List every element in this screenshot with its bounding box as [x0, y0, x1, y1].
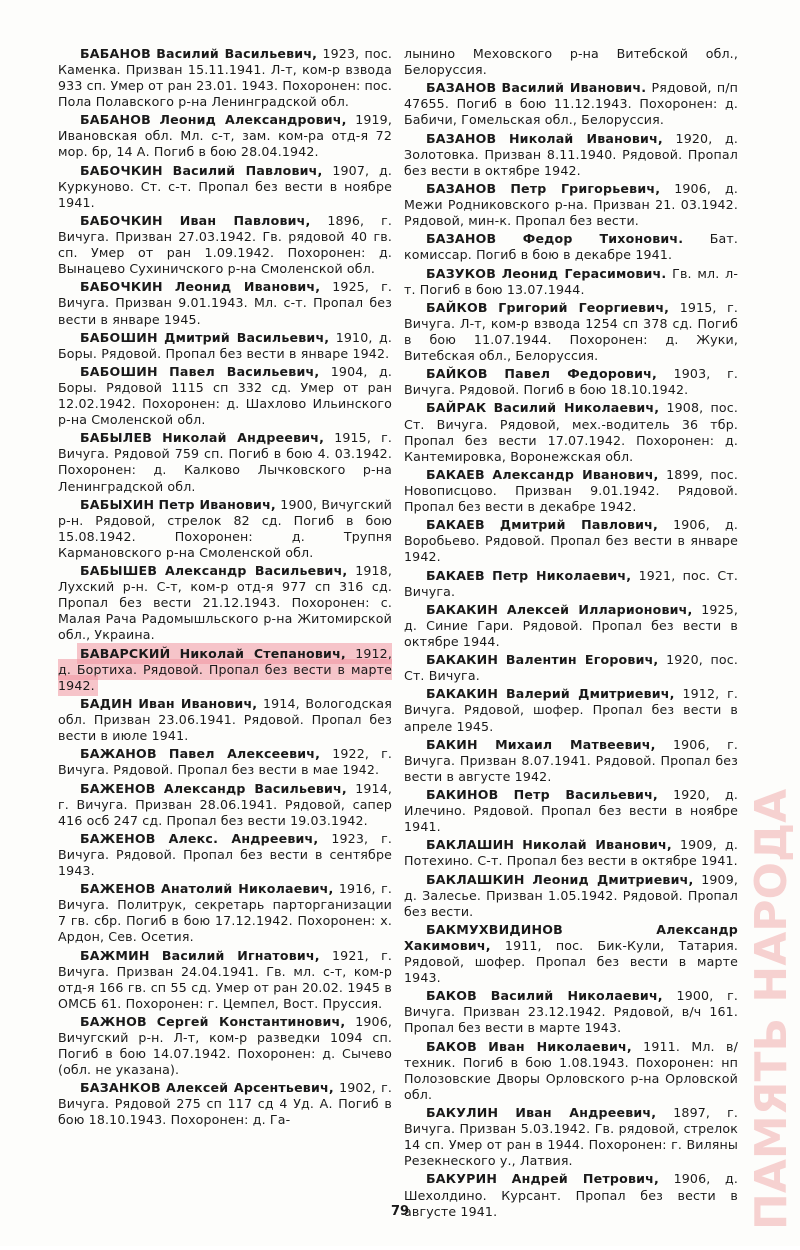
register-entry [58, 163, 392, 211]
surname: БАКЛАШКИН [426, 871, 525, 887]
register-entry [404, 1039, 738, 1103]
register-entry [58, 112, 392, 160]
highlighted-entry [58, 646, 392, 693]
entry-details: 1914, г. Вичуга. Призван 28.06.1941. Рядовой, сапер 416 осб 247 сд. Пропал без вести 19.03.1942. [58, 780, 393, 828]
register-entry [404, 400, 738, 464]
surname: БАЖЕНОВ [80, 780, 156, 796]
entry-details: 1904, д. Боры. Рядовой 1115 сп 332 сд. Умер от ран 12.02.1942. Похоронен: д. Шахлово Ильинского р-на Смоленской обл. [58, 364, 393, 428]
register-entry [404, 872, 738, 920]
register-entry [404, 787, 738, 835]
surname: БАКЛАШИН [426, 837, 515, 853]
surname: БАКАКИН [426, 686, 499, 702]
given-names: Павел Алексеевич, [168, 746, 321, 762]
register-entry [58, 781, 392, 829]
surname: БАЙРАК [426, 400, 487, 416]
right-column [404, 46, 738, 1222]
entry-details: 1906, г. Вичуга. Призван 8.07.1941. Рядовой. Пропал без вести в августе 1942. [404, 736, 739, 784]
register-entry [58, 330, 392, 362]
surname: БАКАКИН [426, 601, 499, 617]
entry-details: 1920, д. Илечино. Рядовой. Пропал без вести в ноябре 1941. [404, 787, 739, 835]
register-entry [58, 646, 392, 694]
entry-details: 1906, Вичугский р-н. Л-т, ком-р разведки 1094 сп. Погиб в бою 14.07.1942. Похоронен: д. Сычево (обл. не указана). [58, 1013, 393, 1078]
given-names: Анатолий Николаевич, [161, 881, 334, 897]
given-names: Василий Николаевич, [490, 988, 663, 1004]
surname: БАЗАНОВ [426, 130, 497, 146]
register-entry [58, 1014, 392, 1078]
surname: БАЗАНКОВ [80, 1080, 161, 1096]
register-entry [404, 602, 738, 650]
entry-details: 1907, д. Куркуново. Ст. с-т. Пропал без вести в ноябре 1941. [58, 162, 392, 210]
given-names: Дмитрий Васильевич, [164, 329, 330, 345]
register-entry [58, 746, 392, 778]
entry-details: 1910, д. Боры. Рядовой. Пропал без вести в январе 1942. [58, 329, 392, 361]
entry-details: 1919, Ивановская обл. Мл. с-т, зам. ком-ра отд-я 72 мор. бр, 14 А. Погиб в бою 28.04.1942. [58, 112, 392, 160]
given-names: Алексей Илларионович, [506, 601, 693, 617]
surname: БАЗАНОВ [426, 231, 497, 247]
given-names: Валентин Егорович, [505, 652, 659, 668]
register-entry [404, 837, 738, 869]
surname: БАКАКИН [426, 652, 499, 668]
watermark-text: ПАМЯТЬ НАРОДА [746, 788, 797, 1230]
register-entry [404, 1105, 738, 1169]
register-entry [404, 131, 738, 179]
surname: БАБАНОВ [80, 112, 151, 128]
given-names: Сергей Константинович, [156, 1013, 346, 1029]
register-entry [58, 364, 392, 428]
given-names: Николай Иванович, [508, 130, 663, 146]
entry-details: 1925, г. Вичуга. Призван 9.01.1943. Мл. с-т. Пропал без вести в январе 1945. [58, 279, 393, 327]
given-names: Леонид Иванович, [174, 279, 321, 295]
entry-details: Гв. мл. л-т. Погиб в бою 13.07.1944. [404, 265, 739, 297]
entry-details: 1902, г. Вичуга. Рядовой 275 сп 117 сд 4 Уд. А. Погиб в бою 18.10.1943. Похоронен: д. Га- [58, 1080, 392, 1128]
given-names: Александр Иванович, [492, 466, 659, 482]
surname: БАКАЕВ [426, 567, 485, 583]
given-names: Петр Григорьевич, [510, 180, 661, 196]
surname: БАЖЕНОВ [80, 830, 156, 846]
given-names: Иван Иванович, [138, 695, 258, 711]
entry-details: Бат. комиссар. Погиб в бою в декабре 1941. [404, 231, 739, 263]
given-names: Александр Васильевич, [164, 563, 348, 579]
entry-details: 1915, г. Вичуга. Л-т, ком-р взвода 1254 сп 378 сд. Погиб в бою 11.07.1944. Похоронен: д. Жуки, Витебская обл., Белоруссия. [404, 299, 738, 363]
entry-details: 1897, г. Вичуга. Призван 5.03.1942. Гв. рядовой, стрелок 14 сп. Умер от ран в 1944. Похоронен: г. Виляны Резекнеского у., Латвия. [404, 1105, 739, 1169]
register-entry [58, 831, 392, 879]
register-entry [58, 213, 392, 277]
entry-details: Рядовой, п/п 47655. Погиб в бою 11.12.1943. Похоронен: д. Бабичи, Гомельская обл., Белоруссия. [404, 80, 739, 128]
given-names: Валерий Дмитриевич, [506, 686, 675, 702]
register-entry [404, 231, 738, 263]
entry-details: 1922, г. Вичуга. Рядовой. Пропал без вести в мае 1942. [58, 746, 393, 778]
surname: БАДИН [80, 695, 133, 711]
register-entry [58, 46, 392, 110]
surname: БАЗАНОВ [426, 180, 497, 196]
given-names: Василий Иванович. [501, 80, 647, 96]
surname: БАЖНОВ [80, 1013, 147, 1029]
register-entry [404, 737, 738, 785]
entry-details: 1896, г. Вичуга. Призван 27.03.1942. Гв. рядовой 40 гв. сп. Умер от ран 1.09.1942. Похоронен: д. Вынацево Сухиничского р-на Смоленской обл. [58, 213, 392, 277]
given-names: Александр Васильевич, [163, 780, 347, 796]
surname: БАЖМИН [80, 947, 150, 963]
entry-details: 1918, Лухский р-н. С-т, ком-р отд-я 977 сп 316 сд. Пропал без вести 21.12.1943. Похоронен: с. Малая Рача Радомышльского р-на Житомирской обл., Украина. [58, 563, 392, 643]
register-entry [58, 696, 392, 744]
register-entry [404, 467, 738, 515]
entry-details: 1899, пос. Новописцово. Призван 9.01.1942. Рядовой. Пропал без вести в декабре 1942. [404, 466, 739, 514]
given-names: Александр Хакимович, [404, 922, 738, 954]
surname: БАЖАНОВ [80, 746, 157, 762]
entry-details: 1908, пос. Ст. Вичуга. Рядовой, мех.-водитель 36 тбр. Пропал без вести 17.07.1942. Похоронен: д. Кантемировка, Воронежская обл. [404, 400, 739, 464]
entry-details: 1909, д. Залесье. Призван 1.05.1942. Рядовой. Пропал без вести. [404, 871, 739, 919]
register-entry [404, 652, 738, 684]
entry-details: 1911, пос. Бик-Кули, Татария. Рядовой, шофер. Пропал без вести в марте 1943. [404, 938, 739, 986]
register-entry [404, 922, 738, 986]
left-column [58, 46, 392, 1131]
surname: БАКАЕВ [426, 517, 485, 533]
surname: БАЖЕНОВ [80, 881, 156, 897]
surname: БАБЫШЕВ [80, 563, 158, 579]
surname: БАКОВ [426, 1038, 477, 1054]
register-entry [58, 948, 392, 1012]
surname: БАКУЛИН [426, 1105, 499, 1121]
register-entry [404, 517, 738, 565]
register-entry [404, 300, 738, 364]
entry-details: 1915, г. Вичуга. Рядовой 759 сп. Погиб в бою 4. 03.1942. Похоронен: д. Калково Лычковского р-на Ленинградской обл. [58, 430, 392, 494]
entry-details: 1906, д. Межи Родниковского р-на. Призван 21. 03.1942. Рядовой, мин-к. Пропал без вести. [404, 180, 739, 229]
surname: БАБЫЛЕВ [80, 430, 153, 446]
given-names: Павел Федорович, [504, 366, 657, 382]
given-names: Михаил Матвеевич, [495, 736, 656, 752]
entry-details: 1920, д. Золотовка. Призван 8.11.1940. Рядовой. Пропал без вести в октябре 1942. [404, 130, 738, 178]
entry-details: 1923, г. Вичуга. Рядовой. Пропал без вести в сентябре 1943. [58, 830, 392, 878]
given-names: Николай Степанович, [179, 645, 346, 661]
entry-details: 1921, пос. Ст. Вичуга. [404, 567, 738, 599]
surname: БАБОШИН [80, 364, 158, 380]
given-names: Андрей Петрович, [511, 1171, 659, 1187]
given-names: Василий Васильевич, [156, 46, 318, 61]
register-entry [404, 266, 738, 298]
register-entry [58, 430, 392, 494]
surname: БАКУРИН [426, 1171, 498, 1187]
entry-details: 1912, д. Бортиха. Рядовой. Пропал без вести в марте 1942. [58, 645, 392, 693]
given-names: Василий Николаевич, [493, 400, 660, 416]
given-names: Петр Васильевич, [513, 787, 658, 803]
given-names: Леонид Дмитриевич, [532, 871, 694, 887]
given-names: Николай Андреевич, [162, 430, 325, 446]
entry-details: 1912, г. Вичуга. Рядовой, шофер. Пропал без вести в апреле 1945. [404, 686, 738, 734]
surname: БАБОЧКИН [80, 213, 163, 229]
register-entry [404, 568, 738, 600]
entry-details: 1900, г. Вичуга. Призван 23.12.1942. Рядовой, в/ч 161. Пропал без вести в марте 1943. [404, 988, 739, 1036]
register-entry [404, 181, 738, 229]
register-entry [404, 80, 738, 128]
given-names: Иван Павлович, [179, 213, 311, 229]
register-entry [404, 686, 738, 734]
register-entry [58, 1080, 392, 1128]
given-names: Федор Тихонович. [522, 231, 684, 247]
entry-details: 1923, пос. Каменка. Призван 15.11.1941. Л-т, ком-р взвода 933 сп. Умер от ран 23.01. 1943. Похоронен: пос. Пола Полавского р-на Ленинградской обл. [58, 46, 393, 110]
surname: БАЙКОВ [426, 366, 488, 382]
given-names: Леонид Герасимович. [501, 265, 667, 281]
register-entry [58, 881, 392, 945]
surname: БАВАРСКИЙ [80, 645, 171, 661]
surname: БАБОЧКИН [80, 162, 163, 178]
surname: БАБЫХИН [80, 496, 155, 512]
entry-details: лынино Меховского р-на Витебской обл., Белоруссия. [404, 46, 738, 78]
surname: БАБАНОВ [80, 46, 151, 61]
surname: БАЗУКОВ [426, 265, 497, 281]
register-entry [58, 563, 392, 643]
surname: БАКИН [426, 736, 478, 752]
given-names: Иван Андреевич, [515, 1105, 657, 1121]
entry-details: 1925, д. Синие Гари. Рядовой. Пропал без вести в октябре 1944. [404, 601, 739, 649]
surname: БАЗАНОВ [426, 80, 497, 96]
entry-details: 1909, д. Потехино. С-т. Пропал без вести в октябре 1941. [404, 837, 739, 869]
surname: БАКАЕВ [426, 466, 485, 482]
given-names: Петр Иванович, [158, 496, 276, 512]
given-names: Иван Николаевич, [488, 1038, 632, 1054]
surname: БАБОЧКИН [80, 279, 163, 295]
surname: БАКМУХВИДИНОВ [426, 922, 563, 937]
given-names: Алексей Арсентьевич, [166, 1080, 334, 1096]
given-names: Алекс. Андреевич, [168, 830, 319, 846]
given-names: Леонид Александрович, [159, 112, 347, 128]
watermark-logo [746, 690, 800, 1250]
entry-details: 1916, г. Вичуга. Политрук, секретарь парторганизации 7 гв. сбр. Погиб в бою 17.12.1942. Похоронен: х. Ардон, Сев. Осетия. [58, 881, 393, 945]
surname: БАЙКОВ [426, 299, 488, 315]
entry-details: 1911. Мл. в/техник. Погиб в бою 1.08.1943. Похоронен: нп Полозовские Дворы Орловского р-на Орловской обл. [404, 1038, 738, 1102]
entry-details: 1900, Вичугский р-н. Рядовой, стрелок 82 сд. Погиб в бою 15.08.1942. Похоронен: д. Трупня Кармановского р-на Смоленской обл. [58, 496, 393, 560]
entry-details: 1903, г. Вичуга. Рядовой. Погиб в бою 18.10.1942. [404, 366, 738, 398]
register-entry [404, 46, 738, 78]
register-entry [404, 988, 738, 1036]
given-names: Дмитрий Павлович, [499, 517, 659, 533]
register-entry [58, 497, 392, 561]
entry-details: 1920, пос. Ст. Вичуга. [404, 652, 738, 684]
surname: БАКИНОВ [426, 787, 499, 803]
surname: БАБОШИН [80, 329, 158, 345]
entry-details: 1906, д. Шехолдино. Курсант. Пропал без вести в августе 1941. [404, 1171, 739, 1219]
given-names: Григорий Георгиевич, [498, 299, 670, 315]
given-names: Василий Павлович, [172, 162, 323, 178]
given-names: Петр Николаевич, [492, 567, 632, 583]
entry-details: 1914, Вологодская обл. Призван 23.06.1941. Рядовой. Пропал без вести в июле 1941. [58, 695, 393, 743]
given-names: Василий Игнатович, [161, 947, 320, 963]
register-entry [58, 279, 392, 327]
register-entry [404, 366, 738, 398]
given-names: Павел Васильевич, [169, 364, 320, 380]
entry-details: 1921, г. Вичуга. Призван 24.04.1941. Гв. мл. с-т, ком-р отд-я 166 гв. сп 55 сд. Умер от ран 20.02. 1945 в ОМСБ 61. Похоронен: г. Цемпел, Вост. Пруссия. [58, 947, 392, 1011]
page-number: 79 [390, 1204, 410, 1219]
given-names: Николай Иванович, [522, 837, 672, 853]
surname: БАКОВ [426, 988, 477, 1004]
entry-details: 1906, д. Воробьево. Рядовой. Пропал без вести в январе 1942. [404, 517, 739, 565]
